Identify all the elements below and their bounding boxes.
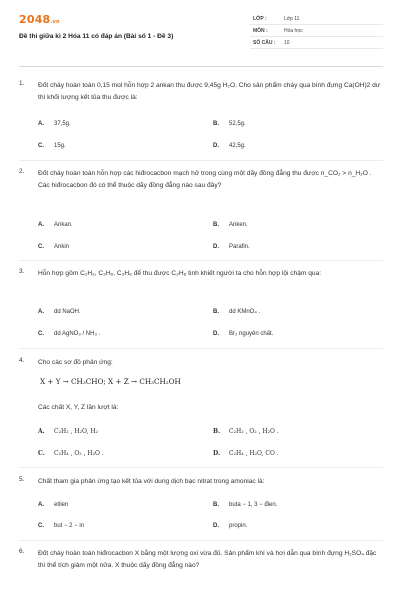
- question-divider: [19, 260, 383, 261]
- site-logo[interactable]: [19, 13, 60, 26]
- reaction-equation: X + Y → CH₃CHO; X + Z → CH₃CH₂OH: [40, 377, 181, 386]
- option-text: C₂H₂ , H₂O, H₂: [54, 428, 99, 435]
- question-divider: [19, 467, 383, 468]
- meta-key: MÔN :: [253, 28, 268, 34]
- page-header: [0, 0, 400, 66]
- option-text: but − 2 − in: [54, 523, 85, 529]
- header-divider: [19, 66, 383, 67]
- option-text: propin.: [229, 523, 248, 529]
- option-a[interactable]: [38, 502, 68, 508]
- option-label: B.: [213, 428, 221, 435]
- question-4: [19, 357, 383, 369]
- option-text: Ankan.: [54, 222, 73, 228]
- meta-row-count: [250, 37, 383, 49]
- option-text: 15g.: [54, 143, 66, 149]
- meta-table: [250, 13, 383, 49]
- option-d[interactable]: [213, 331, 273, 337]
- option-c[interactable]: [38, 244, 69, 250]
- option-a[interactable]: [38, 428, 98, 435]
- option-text: C₂H₄ , H₂O, CO .: [229, 450, 279, 457]
- option-text: Ankin: [54, 244, 70, 250]
- meta-value: Lớp 11: [284, 16, 300, 22]
- option-text: etilen: [54, 502, 69, 508]
- option-label: A.: [38, 428, 45, 435]
- question-text: Đốt cháy hoàn toàn 0,15 mol hỗn hợp 2 ankan thu được 9,45g H₂O. Cho sản phẩm cháy qua bình đựng Ca(OH)2 dư thì khối lượng kết tủa thu được là:: [38, 82, 381, 102]
- option-label: A.: [38, 309, 44, 315]
- option-label: C.: [38, 244, 44, 250]
- question-divider: [19, 160, 383, 161]
- question-text: Đốt cháy hoàn toàn hiđrocacbon X bằng một lượng oxi vừa đủ. Sản phẩm khí và hơi dẫn qua bình đựng H₂SO₄ đặc thì thể tích giảm một nửa. X thuộc dãy đồng đẳng nào?: [38, 550, 377, 570]
- option-label: B.: [213, 502, 219, 508]
- option-label: A.: [38, 121, 44, 127]
- question-number: 2.: [19, 168, 25, 175]
- option-c[interactable]: [38, 450, 104, 457]
- meta-row-class: [250, 13, 383, 25]
- option-text: Anken.: [229, 222, 248, 228]
- option-c[interactable]: [38, 523, 84, 529]
- meta-key: LỚP :: [253, 16, 267, 22]
- option-d[interactable]: [213, 244, 250, 250]
- option-label: A.: [38, 502, 44, 508]
- option-text: dd NaOH.: [54, 309, 81, 315]
- question-number: 4.: [19, 357, 25, 364]
- option-d[interactable]: [213, 450, 279, 457]
- option-label: D.: [213, 143, 219, 149]
- option-text: Br₂ nguyên chất.: [229, 331, 274, 337]
- meta-value: Hóa học: [284, 28, 303, 34]
- option-label: C.: [38, 450, 45, 457]
- option-text: C₂H₄ , O₂ , H₂O .: [54, 450, 104, 457]
- question-subtext: Các chất X, Y, Z lần lượt là:: [38, 404, 119, 411]
- option-label: D.: [213, 244, 219, 250]
- option-label: A.: [38, 222, 44, 228]
- option-a[interactable]: [38, 121, 71, 127]
- option-a[interactable]: [38, 222, 73, 228]
- meta-key: SỐ CÂU :: [253, 40, 276, 46]
- meta-row-subject: [250, 25, 383, 37]
- option-label: C.: [38, 523, 44, 529]
- question-2: [19, 168, 383, 193]
- option-label: B.: [213, 309, 219, 315]
- option-a[interactable]: [38, 309, 81, 315]
- option-b[interactable]: [213, 502, 277, 508]
- question-text: Cho các sơ đồ phản ứng:: [38, 359, 113, 366]
- question-4-subtext: [19, 402, 383, 414]
- option-text: dd AgNO₃ / NH₃ .: [54, 331, 101, 337]
- option-b[interactable]: [213, 428, 279, 435]
- question-5: [19, 476, 383, 488]
- option-text: dd KMnO₄ .: [229, 309, 261, 315]
- meta-value: 10: [284, 40, 290, 46]
- option-d[interactable]: [213, 523, 247, 529]
- question-number: 3.: [19, 268, 25, 275]
- option-label: C.: [38, 143, 44, 149]
- option-text: 37,5g.: [54, 121, 71, 127]
- question-divider: [19, 540, 383, 541]
- option-c[interactable]: [38, 143, 66, 149]
- option-b[interactable]: [213, 309, 260, 315]
- question-text: Chất tham gia phản ứng tạo kết tủa với dung dịch bạc nitrat trong amoniac là:: [38, 478, 265, 485]
- question-text: Hỗn hợp gồm C₂H₂, C₃H₆, C₃H₈ để thu được C₃H₈ tinh khiết người ta cho hỗn hợp lội chậm qua:: [38, 270, 322, 277]
- option-text: Parafin.: [229, 244, 250, 250]
- question-3: [19, 268, 383, 280]
- option-text: buta − 1, 3 − đien.: [229, 502, 278, 508]
- option-label: B.: [213, 121, 219, 127]
- document-title: Đề thi giữa kì 2 Hóa 11 có đáp án (Bài số 1 - Đề 3): [19, 33, 174, 40]
- option-label: C.: [38, 331, 44, 337]
- option-text: 52,5g.: [229, 121, 246, 127]
- question-number: 1.: [19, 80, 25, 87]
- question-divider: [19, 348, 383, 349]
- question-1: [19, 80, 383, 105]
- option-text: C₂H₂ , O₂ , H₂O .: [229, 428, 279, 435]
- logo-text: 2048: [19, 13, 51, 26]
- option-label: B.: [213, 222, 219, 228]
- option-b[interactable]: [213, 121, 246, 127]
- logo-suffix: .vn: [50, 19, 60, 25]
- option-b[interactable]: [213, 222, 248, 228]
- question-number: 6.: [19, 548, 25, 555]
- option-text: 42,5g.: [229, 143, 246, 149]
- option-label: D.: [213, 523, 219, 529]
- option-label: D.: [213, 450, 221, 457]
- option-c[interactable]: [38, 331, 100, 337]
- question-number: 5.: [19, 476, 25, 483]
- option-label: D.: [213, 331, 219, 337]
- question-6: [19, 548, 383, 573]
- option-d[interactable]: [213, 143, 246, 149]
- question-text: Đốt cháy hoàn toàn hỗn hợp các hiđrocacbon mạch hở trong cùng một dãy đồng đẳng thu được n_CO₂ > n_H₂O . Các hiđrocacbon đó có thể thuộc dãy đồng đẳng nào sau đây?: [38, 170, 372, 190]
